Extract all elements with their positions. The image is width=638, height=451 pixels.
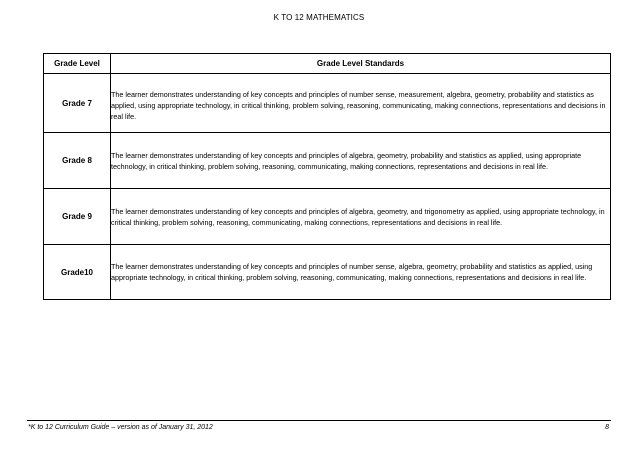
table-row <box>44 133 611 189</box>
page-number: 8 <box>605 424 609 431</box>
table-row <box>44 189 611 245</box>
standard-cell: The learner demonstrates understanding of key concepts and principles of number sense, measurement, algebra, geometry, probability and statistics as applied, using appropriate technology, in critical thinking, problem solving, reasoning, communicating, making connections, representations and decisions in real life. <box>111 74 611 133</box>
grade-standards-table <box>43 53 611 300</box>
column-header-grade-level: Grade Level <box>44 54 111 74</box>
table-row <box>44 74 611 133</box>
standard-cell: The learner demonstrates understanding of key concepts and principles of number sense, algebra, geometry, probability and statistics as applied, using appropriate technology, in critical thinking, problem solving, reasoning, communicating, making connections, representations and decisions in real life. <box>111 245 611 300</box>
column-header-grade-level-standards: Grade Level Standards <box>111 54 611 74</box>
table-header-row <box>44 54 611 74</box>
footer-note: *K to 12 Curriculum Guide – version as of January 31, 2012 <box>28 424 213 431</box>
grade-cell: Grade 7 <box>44 74 111 133</box>
grade-cell: Grade10 <box>44 245 111 300</box>
grade-cell: Grade 8 <box>44 133 111 189</box>
grade-cell: Grade 9 <box>44 189 111 245</box>
page-header: K TO 12 MATHEMATICS <box>273 13 365 22</box>
table-row <box>44 245 611 300</box>
footer-divider <box>27 420 611 421</box>
standard-cell: The learner demonstrates understanding of key concepts and principles of algebra, geometry, and trigonometry as applied, using appropriate technology, in critical thinking, problem solving, reasoning, communicating, making connections, representations and decisions in real life. <box>111 189 611 245</box>
standard-cell: The learner demonstrates understanding of key concepts and principles of algebra, geometry, probability and statistics as applied, using appropriate technology, in critical thinking, problem solving, reasoning, communicating, making connections, representations and decisions in real life. <box>111 133 611 189</box>
